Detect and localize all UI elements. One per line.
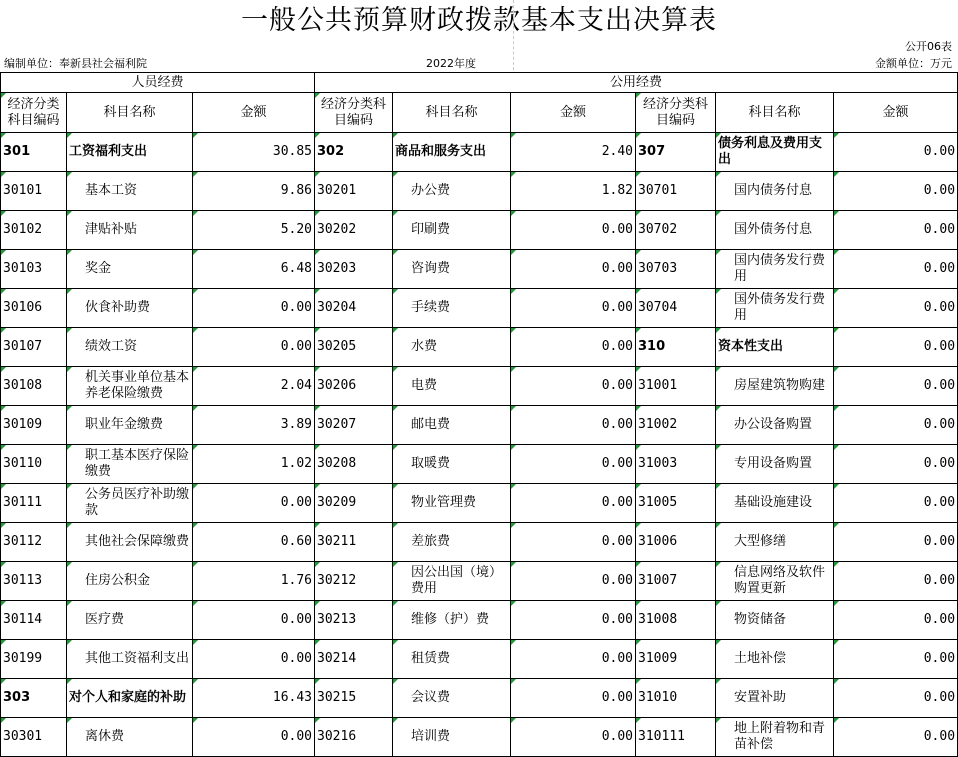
item-amount: 0.00 <box>834 367 958 406</box>
item-code: 307 <box>636 133 716 172</box>
item-amount: 0.00 <box>511 484 636 523</box>
table-row <box>1 601 958 640</box>
item-name: 会议费 <box>393 679 511 718</box>
item-amount: 2.40 <box>511 133 636 172</box>
item-name: 奖金 <box>67 250 193 289</box>
item-code: 30215 <box>315 679 393 718</box>
item-amount: 0.00 <box>511 445 636 484</box>
item-code: 30112 <box>1 523 67 562</box>
sheet-gridline <box>513 0 514 70</box>
table-row <box>1 328 958 367</box>
item-code: 30109 <box>1 406 67 445</box>
table-row <box>1 172 958 211</box>
item-code: 31010 <box>636 679 716 718</box>
item-code: 31008 <box>636 601 716 640</box>
item-amount: 0.00 <box>834 679 958 718</box>
header-amount: 金额 <box>193 93 315 133</box>
item-code: 30701 <box>636 172 716 211</box>
item-code: 31001 <box>636 367 716 406</box>
item-amount: 0.00 <box>834 640 958 679</box>
item-name: 基本工资 <box>67 172 193 211</box>
item-amount: 0.00 <box>511 640 636 679</box>
header-code: 经济分类科目编码 <box>315 93 393 133</box>
item-name: 基础设施建设 <box>716 484 834 523</box>
table-row <box>1 640 958 679</box>
header-name: 科目名称 <box>393 93 511 133</box>
item-name: 公务员医疗补助缴款 <box>67 484 193 523</box>
item-code: 31009 <box>636 640 716 679</box>
item-amount: 0.00 <box>193 718 315 757</box>
table-row <box>1 250 958 289</box>
item-amount: 9.86 <box>193 172 315 211</box>
item-code: 310 <box>636 328 716 367</box>
item-code: 30213 <box>315 601 393 640</box>
item-amount: 5.20 <box>193 211 315 250</box>
table-row <box>1 523 958 562</box>
section-personnel: 人员经费 <box>1 73 315 93</box>
item-code: 30108 <box>1 367 67 406</box>
item-amount: 0.00 <box>193 289 315 328</box>
item-code: 310111 <box>636 718 716 757</box>
fiscal-year: 2022年度 <box>426 57 476 70</box>
header-code: 经济分类科目编码 <box>636 93 716 133</box>
item-amount: 0.00 <box>834 250 958 289</box>
item-name: 邮电费 <box>393 406 511 445</box>
item-code: 30209 <box>315 484 393 523</box>
item-code: 30204 <box>315 289 393 328</box>
item-name: 维修（护）费 <box>393 601 511 640</box>
item-name: 职工基本医疗保险缴费 <box>67 445 193 484</box>
item-name: 绩效工资 <box>67 328 193 367</box>
item-name: 津贴补贴 <box>67 211 193 250</box>
item-amount: 0.00 <box>511 562 636 601</box>
item-amount: 0.00 <box>511 367 636 406</box>
item-amount: 0.00 <box>834 484 958 523</box>
item-name: 租赁费 <box>393 640 511 679</box>
item-name: 房屋建筑物购建 <box>716 367 834 406</box>
item-code: 31002 <box>636 406 716 445</box>
item-code: 30703 <box>636 250 716 289</box>
item-amount: 0.00 <box>834 445 958 484</box>
item-name: 水费 <box>393 328 511 367</box>
item-name: 安置补助 <box>716 679 834 718</box>
amount-unit: 金额单位：万元 <box>875 57 952 70</box>
table-row <box>1 367 958 406</box>
item-amount: 2.04 <box>193 367 315 406</box>
item-code: 31003 <box>636 445 716 484</box>
item-code: 30201 <box>315 172 393 211</box>
item-amount: 0.00 <box>834 562 958 601</box>
item-name: 因公出国（境）费用 <box>393 562 511 601</box>
table-row <box>1 484 958 523</box>
item-code: 302 <box>315 133 393 172</box>
item-name: 办公费 <box>393 172 511 211</box>
item-name: 其他工资福利支出 <box>67 640 193 679</box>
item-code: 30107 <box>1 328 67 367</box>
item-amount: 0.60 <box>193 523 315 562</box>
item-name: 国外债务发行费用 <box>716 289 834 328</box>
item-amount: 0.00 <box>193 640 315 679</box>
item-code: 30102 <box>1 211 67 250</box>
item-amount: 0.00 <box>193 601 315 640</box>
item-name: 国内债务发行费用 <box>716 250 834 289</box>
form-number: 公开06表 <box>905 40 952 53</box>
item-name: 取暖费 <box>393 445 511 484</box>
item-code: 30114 <box>1 601 67 640</box>
item-amount: 0.00 <box>511 406 636 445</box>
item-name: 医疗费 <box>67 601 193 640</box>
table-row <box>1 133 958 172</box>
item-amount: 0.00 <box>834 211 958 250</box>
item-amount: 0.00 <box>834 406 958 445</box>
item-code: 30103 <box>1 250 67 289</box>
item-name: 伙食补助费 <box>67 289 193 328</box>
item-code: 31007 <box>636 562 716 601</box>
item-name: 商品和服务支出 <box>393 133 511 172</box>
item-code: 303 <box>1 679 67 718</box>
item-amount: 30.85 <box>193 133 315 172</box>
table-row <box>1 679 958 718</box>
header-name: 科目名称 <box>67 93 193 133</box>
item-amount: 0.00 <box>511 523 636 562</box>
item-code: 31006 <box>636 523 716 562</box>
item-code: 30113 <box>1 562 67 601</box>
item-amount: 0.00 <box>511 718 636 757</box>
item-code: 30211 <box>315 523 393 562</box>
item-amount: 16.43 <box>193 679 315 718</box>
item-name: 差旅费 <box>393 523 511 562</box>
item-name: 手续费 <box>393 289 511 328</box>
item-name: 机关事业单位基本养老保险缴费 <box>67 367 193 406</box>
item-amount: 0.00 <box>511 679 636 718</box>
item-code: 30106 <box>1 289 67 328</box>
item-name: 对个人和家庭的补助 <box>67 679 193 718</box>
item-name: 工资福利支出 <box>67 133 193 172</box>
item-code: 30207 <box>315 406 393 445</box>
item-name: 大型修缮 <box>716 523 834 562</box>
item-amount: 6.48 <box>193 250 315 289</box>
item-code: 30704 <box>636 289 716 328</box>
table-row <box>1 211 958 250</box>
item-name: 电费 <box>393 367 511 406</box>
header-code: 经济分类科目编码 <box>1 93 67 133</box>
item-name: 住房公积金 <box>67 562 193 601</box>
section-public: 公用经费 <box>315 73 958 93</box>
reporting-unit: 编制单位：奉新县社会福利院 <box>4 57 147 70</box>
item-name: 培训费 <box>393 718 511 757</box>
item-name: 物业管理费 <box>393 484 511 523</box>
table-row <box>1 406 958 445</box>
item-amount: 0.00 <box>834 133 958 172</box>
item-amount: 0.00 <box>511 601 636 640</box>
item-name: 专用设备购置 <box>716 445 834 484</box>
item-name: 信息网络及软件购置更新 <box>716 562 834 601</box>
item-code: 30208 <box>315 445 393 484</box>
item-code: 30205 <box>315 328 393 367</box>
table-row <box>1 718 958 757</box>
item-name: 咨询费 <box>393 250 511 289</box>
item-code: 30199 <box>1 640 67 679</box>
item-amount: 0.00 <box>511 211 636 250</box>
item-name: 职业年金缴费 <box>67 406 193 445</box>
item-amount: 1.02 <box>193 445 315 484</box>
item-name: 土地补偿 <box>716 640 834 679</box>
item-amount: 0.00 <box>511 328 636 367</box>
header-amount: 金额 <box>511 93 636 133</box>
item-code: 30216 <box>315 718 393 757</box>
header-name: 科目名称 <box>716 93 834 133</box>
item-code: 30702 <box>636 211 716 250</box>
item-code: 30206 <box>315 367 393 406</box>
item-code: 301 <box>1 133 67 172</box>
item-name: 国内债务付息 <box>716 172 834 211</box>
table-row <box>1 289 958 328</box>
item-code: 30110 <box>1 445 67 484</box>
item-code: 30214 <box>315 640 393 679</box>
page-title: 一般公共预算财政拨款基本支出决算表 <box>241 5 717 36</box>
item-amount: 0.00 <box>834 289 958 328</box>
item-amount: 1.82 <box>511 172 636 211</box>
item-code: 30202 <box>315 211 393 250</box>
item-amount: 0.00 <box>511 289 636 328</box>
item-name: 债务利息及费用支出 <box>716 133 834 172</box>
item-amount: 0.00 <box>511 250 636 289</box>
item-name: 物资储备 <box>716 601 834 640</box>
item-code: 30301 <box>1 718 67 757</box>
item-name: 国外债务付息 <box>716 211 834 250</box>
item-name: 离休费 <box>67 718 193 757</box>
item-code: 30203 <box>315 250 393 289</box>
table-row <box>1 562 958 601</box>
item-code: 30111 <box>1 484 67 523</box>
item-amount: 0.00 <box>834 523 958 562</box>
item-amount: 0.00 <box>834 172 958 211</box>
item-name: 地上附着物和青苗补偿 <box>716 718 834 757</box>
item-amount: 0.00 <box>834 601 958 640</box>
item-code: 31005 <box>636 484 716 523</box>
header-amount: 金额 <box>834 93 958 133</box>
item-code: 30212 <box>315 562 393 601</box>
item-amount: 3.89 <box>193 406 315 445</box>
item-amount: 1.76 <box>193 562 315 601</box>
item-name: 其他社会保障缴费 <box>67 523 193 562</box>
item-name: 印刷费 <box>393 211 511 250</box>
item-name: 办公设备购置 <box>716 406 834 445</box>
item-amount: 0.00 <box>193 328 315 367</box>
item-code: 30101 <box>1 172 67 211</box>
expenditure-table <box>0 72 958 757</box>
item-amount: 0.00 <box>193 484 315 523</box>
table-row <box>1 445 958 484</box>
item-amount: 0.00 <box>834 328 958 367</box>
item-amount: 0.00 <box>834 718 958 757</box>
item-name: 资本性支出 <box>716 328 834 367</box>
